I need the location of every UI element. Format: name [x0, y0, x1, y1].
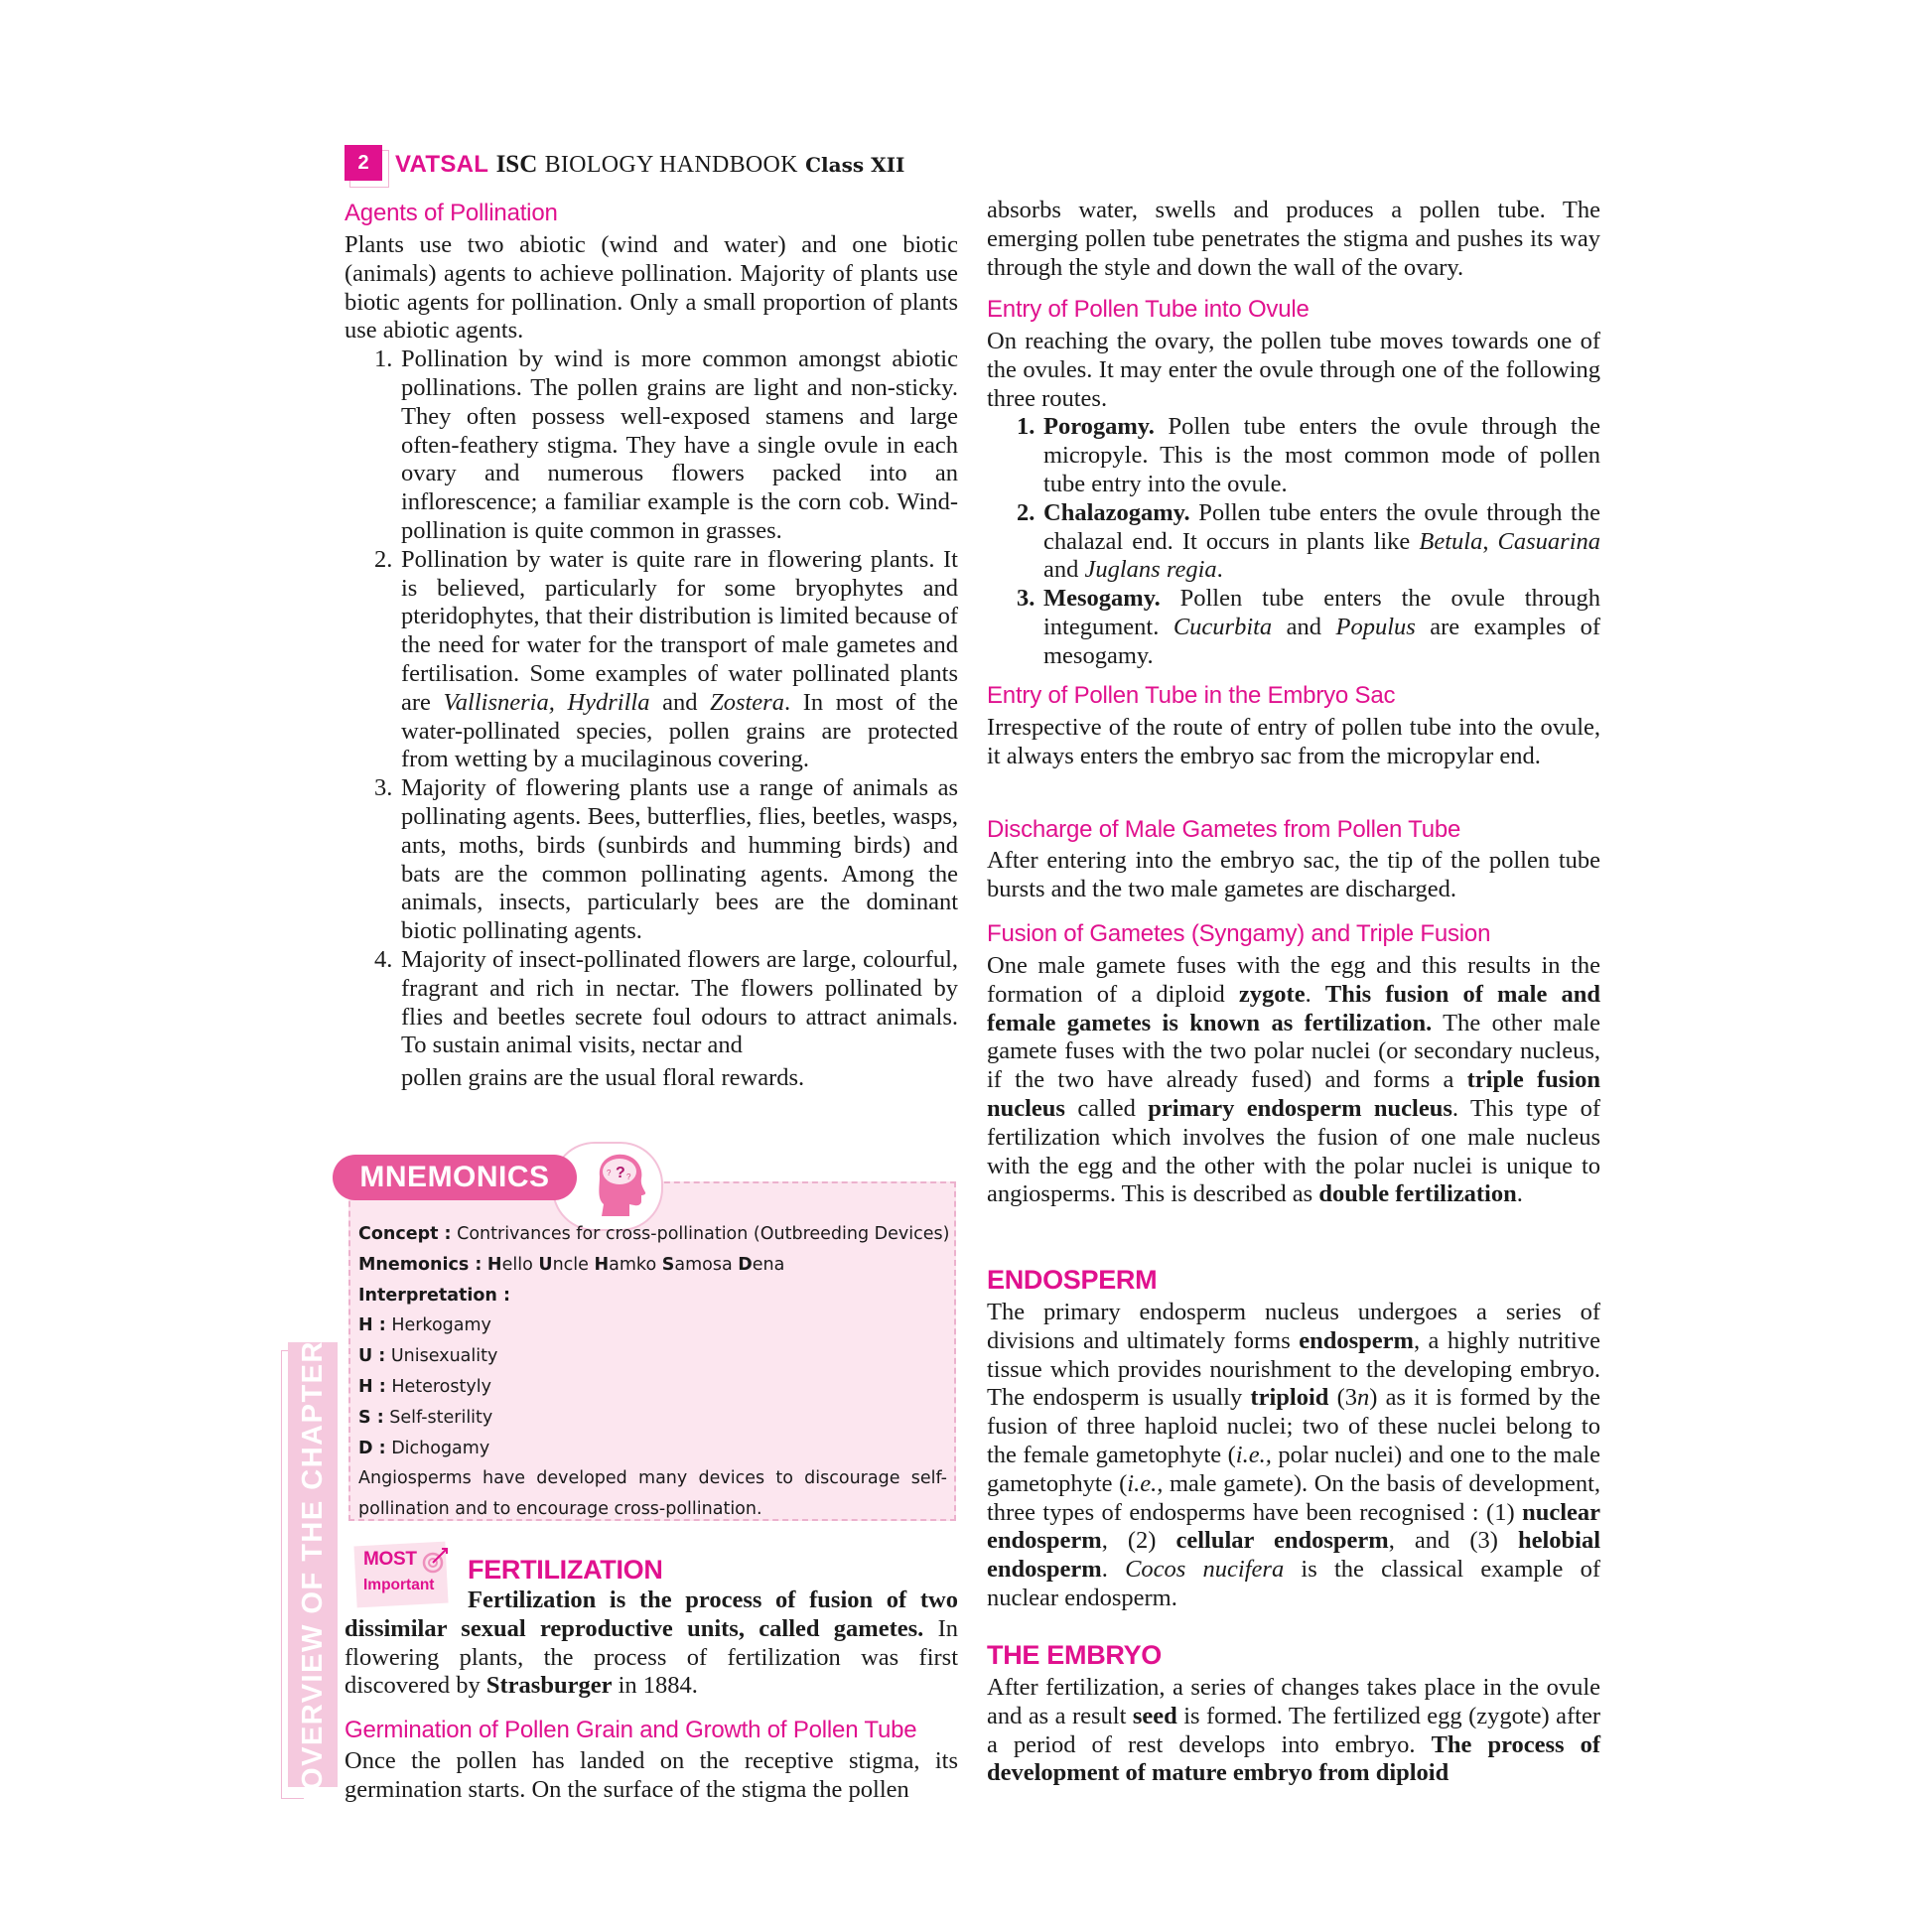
heading-germination: Germination of Pollen Grain and Growth of Pollen Tube — [345, 1717, 917, 1743]
heading-entry-into-ovule: Entry of Pollen Tube into Ovule — [987, 296, 1310, 323]
interpretation-key: U : — [358, 1346, 386, 1367]
list-item — [987, 585, 1600, 670]
text-part: , a highly nutritive tissue which provides nourishment to the developing embryo. The endosperm is usually — [987, 1326, 1600, 1412]
text-part: The primary endosperm nucleus undergoes a series of divisions and ultimately forms — [987, 1299, 1600, 1354]
interpretation-value: Herkogamy — [385, 1315, 491, 1336]
list-text: and — [1043, 556, 1085, 584]
list-item — [345, 345, 958, 546]
list-item — [987, 499, 1600, 585]
list-number: 2. — [374, 545, 393, 573]
running-header — [395, 151, 904, 179]
list-number: 3. — [374, 774, 393, 802]
brand-logo-text: VATSAL — [395, 151, 489, 178]
heading-endosperm: ENDOSPERM — [987, 1265, 1158, 1295]
mnemonic-initial: H — [594, 1254, 610, 1275]
species-name: Cucurbita — [1173, 613, 1273, 640]
key-term: The process of development of mature embryo from diploid — [987, 1730, 1600, 1787]
concept-label: Concept : — [358, 1224, 452, 1244]
heading-discharge: Discharge of Male Gametes from Pollen Tube — [987, 816, 1461, 843]
svg-text:?: ? — [607, 1169, 612, 1177]
list-item — [987, 413, 1600, 498]
species-name: Populus — [1335, 613, 1416, 640]
interpretation-item — [358, 1341, 947, 1372]
heading-entry-embryo-sac: Entry of Pollen Tube in the Embryo Sac — [987, 682, 1396, 709]
text-part: (3 — [1328, 1384, 1357, 1412]
interpretation-key: H : — [358, 1315, 386, 1336]
list-text-last-line: pollen grains are the usual floral rewards. — [401, 1064, 805, 1092]
header-title: BIOLOGY HANDBOOK — [544, 152, 798, 178]
interpretation-item — [358, 1311, 947, 1341]
italic-term: i.e., — [1235, 1441, 1272, 1468]
fusion-text — [987, 952, 1600, 1209]
text-part: After fertilization, a series of changes takes place in the ovule and as a result — [987, 1674, 1600, 1729]
heading-agents-of-pollination: Agents of Pollination — [345, 200, 558, 226]
list-number: 4. — [374, 945, 393, 973]
interpretation-label-text: Interpretation : — [358, 1285, 510, 1306]
list-text: Majority of insect-pollinated flowers are large, colourful, fragrant and rich in nectar. The flowers pollinated by flies and beetles secrete foul odours to attract animals. To sustain animal visits, nectar and — [401, 945, 958, 1059]
fertilization-text-part: in 1884. — [612, 1672, 698, 1700]
italic-term: n — [1356, 1384, 1370, 1412]
list-text: . — [1216, 556, 1223, 584]
species-name: Juglans regia — [1084, 556, 1217, 584]
list-item — [345, 946, 958, 1093]
interpretation-value: Unisexuality — [385, 1346, 498, 1367]
mnemonic-initial: U — [538, 1254, 553, 1275]
sidebar-label-wrap — [288, 1339, 338, 1790]
fertilization-text-part: In flowering plants, the process of fertilization was first discovered by — [345, 1614, 958, 1700]
list-text: are examples of mesogamy. — [1043, 613, 1601, 669]
key-term: double fertilization — [1318, 1180, 1517, 1208]
mnemonics-content — [358, 1219, 950, 1525]
key-term: seed — [1132, 1702, 1177, 1729]
fertilization-definition: Fertilization is the process of fusion of two dissimilar sexual reproductive units, called gametes. — [345, 1587, 958, 1642]
entry-ovule-section — [987, 328, 1600, 671]
heading-the-embryo: THE EMBRYO — [987, 1640, 1163, 1670]
germination-text: Once the pollen has landed on the receptive stigma, its germination starts. On the surface of the stigma the pollen — [345, 1747, 958, 1803]
interpretation-item — [358, 1403, 947, 1434]
key-term: cellular endosperm — [1175, 1527, 1389, 1555]
list-text: Pollen tube enters the ovule through the chalazal end. It occurs in plants like — [1043, 498, 1600, 555]
text-part: called — [1064, 1094, 1149, 1122]
list-text: Majority of flowering plants use a range of animals as pollinating agents. Bees, butterflies, flies, beetles, wasps, ants, moths, birds (sunbirds and humming birds) and bats are the common pollinating agents. Among the animals, insects, particularly bees are the dominant biotic pollinating agents. — [401, 774, 958, 945]
key-term: This fusion of male and female gametes is known as fertilization. — [987, 980, 1601, 1036]
mnemonic-initial: H — [486, 1254, 502, 1275]
interpretation-key: S : — [358, 1407, 384, 1428]
italic-term: i.e., — [1127, 1469, 1164, 1497]
key-term: primary endosperm nucleus — [1148, 1094, 1452, 1122]
badge-most-text: MOST — [363, 1549, 417, 1570]
key-term: triploid — [1250, 1384, 1329, 1412]
key-term: zygote — [1238, 980, 1306, 1008]
fertilization-text — [345, 1587, 958, 1701]
routes-list — [987, 413, 1600, 670]
species-name: Zostera — [710, 688, 784, 716]
species-name: Vallisneria, Hydrilla — [443, 688, 650, 716]
key-term: nuclear endosperm — [987, 1498, 1600, 1555]
interpretation-item — [358, 1372, 947, 1403]
interpretation-value: Heterostyly — [385, 1376, 491, 1397]
interpretation-key: H : — [358, 1376, 386, 1397]
entry-ovule-intro: On reaching the ovary, the pollen tube moves towards one of the ovules. It may enter the ovule through one of the following three routes. — [987, 328, 1600, 412]
text-part: . — [1516, 1180, 1523, 1208]
key-term: helobial endosperm — [987, 1527, 1600, 1584]
mnemonic-initial: S — [661, 1254, 675, 1275]
heading-fertilization: FERTILIZATION — [468, 1555, 663, 1585]
mnemonic-label: Mnemonics : — [358, 1254, 483, 1275]
interpretation-key: D : — [358, 1438, 386, 1458]
mnemonic-note: Angiosperms have developed many devices to discourage self-pollination and to encourage cross-pollination. — [358, 1468, 947, 1520]
mnemonic-concept — [358, 1219, 950, 1250]
header-isc: ISC — [495, 151, 538, 178]
scientist-name: Strasburger — [485, 1672, 613, 1700]
page-number: 2 — [345, 145, 382, 181]
text-part: , (2) — [1101, 1527, 1176, 1555]
list-text: , — [1482, 527, 1498, 555]
agents-intro: Plants use two abiotic (wind and water) and one biotic (animals) agents to achieve pollination. Majority of plants use biotic agents for pollination. Only a small proportion of plants use abiotic agents. — [345, 231, 958, 345]
concept-text: Contrivances for cross-pollination (Outbreeding Devices) — [451, 1224, 950, 1244]
mnemonics-title: MNEMONICS — [333, 1155, 577, 1200]
sidebar-label: OVERVIEW OF THE CHAPTER — [296, 1339, 329, 1790]
mnemonic-rest: ello — [501, 1254, 533, 1275]
embryo-text — [987, 1674, 1600, 1788]
text-part: . — [1101, 1556, 1126, 1584]
text-part: , and (3) — [1388, 1527, 1518, 1555]
brain-head-icon — [580, 1147, 655, 1222]
text-part: ) as it is formed by the fusion of three haploid nuclei; two of these nuclei belong to the female gametophyte ( — [987, 1384, 1601, 1468]
key-term: endosperm — [1299, 1326, 1414, 1354]
list-number: 1. — [1017, 413, 1035, 441]
interpretation-label — [358, 1281, 947, 1311]
agents-section — [345, 231, 958, 1093]
list-text: and — [1272, 613, 1336, 640]
mnemonic-rest: amosa — [674, 1254, 733, 1275]
list-text: Pollen tube enters the ovule through the micropyle. This is the most common mode of pollen tube entry into the ovule. — [1043, 413, 1600, 497]
discharge-text: After entering into the embryo sac, the tip of the pollen tube bursts and the two male gametes are discharged. — [987, 847, 1600, 902]
list-text: and — [649, 688, 711, 716]
route-term: Mesogamy. — [1043, 585, 1161, 613]
svg-text:?: ? — [626, 1173, 631, 1181]
interpretation-item — [358, 1434, 947, 1464]
interpretation-value: Dichogamy — [385, 1438, 490, 1458]
species-name: Casuarina — [1497, 527, 1600, 555]
header-class: Class XII — [805, 153, 905, 177]
mnemonic-initial: D — [738, 1254, 753, 1275]
heading-fusion: Fusion of Gametes (Syngamy) and Triple Fusion — [987, 920, 1491, 947]
text-part: polar nuclei) and one to the male gametophyte ( — [987, 1441, 1600, 1497]
route-term: Chalazogamy. — [1043, 498, 1190, 526]
continuation-text: absorbs water, swells and produces a pollen tube. The emerging pollen tube penetrates the stigma and pushes its way through the style and down the wall of the ovary. — [987, 197, 1600, 281]
entry-sac-text: Irrespective of the route of entry of pollen tube into the ovule, it always enters the embryo sac from the micropylar end. — [987, 714, 1600, 769]
list-text: . In most of the water-pollinated species, pollen grains are protected from wetting by a mucilaginous covering. — [401, 688, 958, 773]
key-term: triple fusion nucleus — [987, 1066, 1600, 1122]
mnemonic-rest: amko — [609, 1254, 657, 1275]
agents-list — [345, 345, 958, 1093]
list-number: 1. — [374, 345, 393, 373]
target-icon — [421, 1547, 449, 1575]
text-part: . This type of fertilization which involves the fusion of one male nucleus with the egg and the other with the polar nuclei is unique to angiosperms. This is described as — [987, 1094, 1600, 1208]
mnemonic-phrase — [358, 1250, 947, 1281]
text-part: The other male gamete fuses with the two polar nuclei (or secondary nucleus, if the two have already fused) and forms a — [987, 1009, 1600, 1094]
interpretation-value: Self-sterility — [383, 1407, 493, 1428]
mnemonic-rest: ncle — [552, 1254, 589, 1275]
list-item — [345, 546, 958, 774]
list-number: 2. — [1017, 498, 1035, 526]
endosperm-text — [987, 1299, 1600, 1613]
svg-text:?: ? — [616, 1165, 625, 1181]
text-part: male gamete). On the basis of development, three types of endosperms have been recognised : (1) — [987, 1469, 1601, 1526]
list-text: Pollen tube enters the ovule through integument. — [1043, 585, 1600, 640]
species-name: Betula — [1419, 527, 1483, 555]
species-name: Cocos nucifera — [1125, 1556, 1285, 1584]
list-text: Pollination by water is quite rare in flowering plants. It is believed, particularly for some bryophytes and pteridophytes, that their distribution is limited because of the need for water for the transport of male gametes and fertilisation. Some examples of water pollinated plants are — [401, 545, 958, 716]
text-part: . — [1305, 980, 1325, 1008]
list-number: 3. — [1017, 585, 1035, 613]
text-part: is formed. The fertilized egg (zygote) after a period of rest develops into embryo. — [987, 1702, 1601, 1758]
badge-important-text: Important — [363, 1577, 435, 1593]
text-part: is the classical example of nuclear endosperm. — [987, 1556, 1601, 1611]
list-item — [345, 774, 958, 946]
mnemonic-rest: ena — [752, 1254, 785, 1275]
list-text: Pollination by wind is more common amongst abiotic pollinations. The pollen grains are light and non-sticky. They often possess well-exposed stamens and large often-feathery stigma. They have a single ovule in each ovary and numerous flowers packed into an inflorescence; a familiar example is the corn cob. Wind-pollination is quite common in grasses. — [401, 345, 958, 544]
text-part: One male gamete fuses with the egg and this results in the formation of a diploid — [987, 952, 1600, 1008]
route-term: Porogamy. — [1043, 413, 1155, 441]
